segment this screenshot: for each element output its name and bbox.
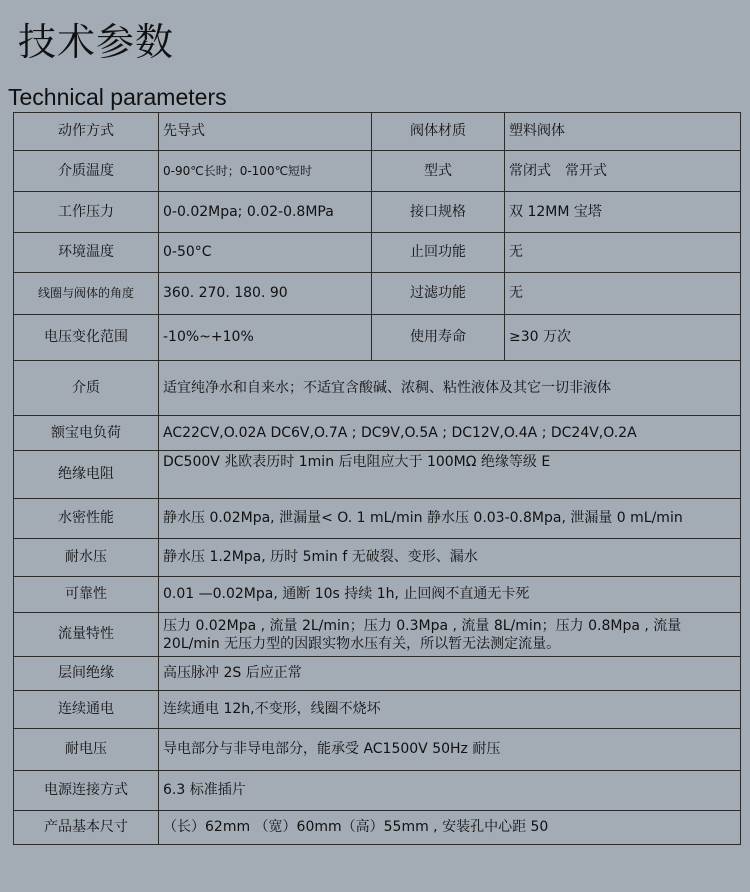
table-row: [14, 657, 741, 691]
param-value: 0-90℃长时；0-100℃短时: [159, 151, 372, 192]
table-row: [14, 151, 741, 192]
param-value: 静水压 1.2Mpa, 历时 5min f 无破裂、变形、漏水: [159, 539, 741, 577]
param-label: 层间绝缘: [14, 657, 159, 691]
param-value: 静水压 0.02Mpa, 泄漏量< O. 1 mL/min 静水压 0.03-0.8Mpa, 泄漏量 0 mL/min: [159, 499, 741, 539]
param-label: 耐电压: [14, 729, 159, 771]
table-row: [14, 691, 741, 729]
table-row: [14, 361, 741, 416]
table-row: [14, 273, 741, 315]
param-value: （长）62mm （宽）60mm（高）55mm , 安装孔中心距 50: [159, 811, 741, 845]
table-row: [14, 451, 741, 499]
table-row: [14, 315, 741, 361]
param-value: 无: [505, 273, 741, 315]
param-label: 水密性能: [14, 499, 159, 539]
table-row: [14, 192, 741, 233]
param-label: 使用寿命: [372, 315, 505, 361]
table-row: [14, 613, 741, 657]
page-title-en: Technical parameters: [8, 84, 227, 110]
param-value: 360. 270. 180. 90: [159, 273, 372, 315]
table-row: [14, 577, 741, 613]
param-label: 止回功能: [372, 233, 505, 273]
param-value: 压力 0.02Mpa , 流量 2L/min；压力 0.3Mpa , 流量 8L/min；压力 0.8Mpa , 流量 20L/min 无压力型的因跟实物水压有关，所以暂无法测定流量。: [159, 613, 741, 657]
param-label: 工作压力: [14, 192, 159, 233]
param-value: 6.3 标准插片: [159, 771, 741, 811]
param-value: -10%~+10%: [159, 315, 372, 361]
param-label: 连续通电: [14, 691, 159, 729]
param-label: 线圈与阀体的角度: [14, 273, 159, 315]
param-value: AC22CV,O.02A DC6V,O.7A ; DC9V,O.5A ; DC12V,O.4A ; DC24V,O.2A: [159, 416, 741, 451]
page-title-cn: 技术参数: [18, 20, 175, 64]
table-row: [14, 416, 741, 451]
param-value: 导电部分与非导电部分，能承受 AC1500V 50Hz 耐压: [159, 729, 741, 771]
param-value: 塑料阀体: [505, 113, 741, 151]
param-label: 介质: [14, 361, 159, 416]
param-value: 连续通电 12h,不变形，线圈不烧坏: [159, 691, 741, 729]
param-value: 0-50°C: [159, 233, 372, 273]
param-label: 电压变化范围: [14, 315, 159, 361]
param-value: 适宜纯净水和自来水；不适宜含酸碱、浓稠、粘性液体及其它一切非液体: [159, 361, 741, 416]
param-label: 产品基本尺寸: [14, 811, 159, 845]
param-label: 阀体材质: [372, 113, 505, 151]
param-label: 额宝电负荷: [14, 416, 159, 451]
param-label: 过滤功能: [372, 273, 505, 315]
param-value: 0.01 —0.02Mpa, 通断 10s 持续 1h, 止回阀不直通无卡死: [159, 577, 741, 613]
param-value: 常闭式 常开式: [505, 151, 741, 192]
param-label: 可靠性: [14, 577, 159, 613]
param-value: 高压脉冲 2S 后应正常: [159, 657, 741, 691]
table-row: [14, 233, 741, 273]
param-value: ≥30 万次: [505, 315, 741, 361]
param-label: 型式: [372, 151, 505, 192]
table-row: [14, 729, 741, 771]
parameters-table: [13, 112, 741, 845]
param-value: DC500V 兆欧表历时 1min 后电阻应大于 100MΩ 绝缘等级 E: [159, 451, 741, 499]
param-value: 0-0.02Mpa; 0.02-0.8MPa: [159, 192, 372, 233]
param-label: 介质温度: [14, 151, 159, 192]
table-row: [14, 113, 741, 151]
param-value: 无: [505, 233, 741, 273]
param-label: 环境温度: [14, 233, 159, 273]
param-label: 耐水压: [14, 539, 159, 577]
param-label: 动作方式: [14, 113, 159, 151]
table-row: [14, 771, 741, 811]
param-value: 双 12MM 宝塔: [505, 192, 741, 233]
table-row: [14, 539, 741, 577]
table-row: [14, 811, 741, 845]
param-value: 先导式: [159, 113, 372, 151]
table-row: [14, 499, 741, 539]
param-label: 接口规格: [372, 192, 505, 233]
param-label: 电源连接方式: [14, 771, 159, 811]
param-label: 流量特性: [14, 613, 159, 657]
param-label: 绝缘电阻: [14, 451, 159, 499]
